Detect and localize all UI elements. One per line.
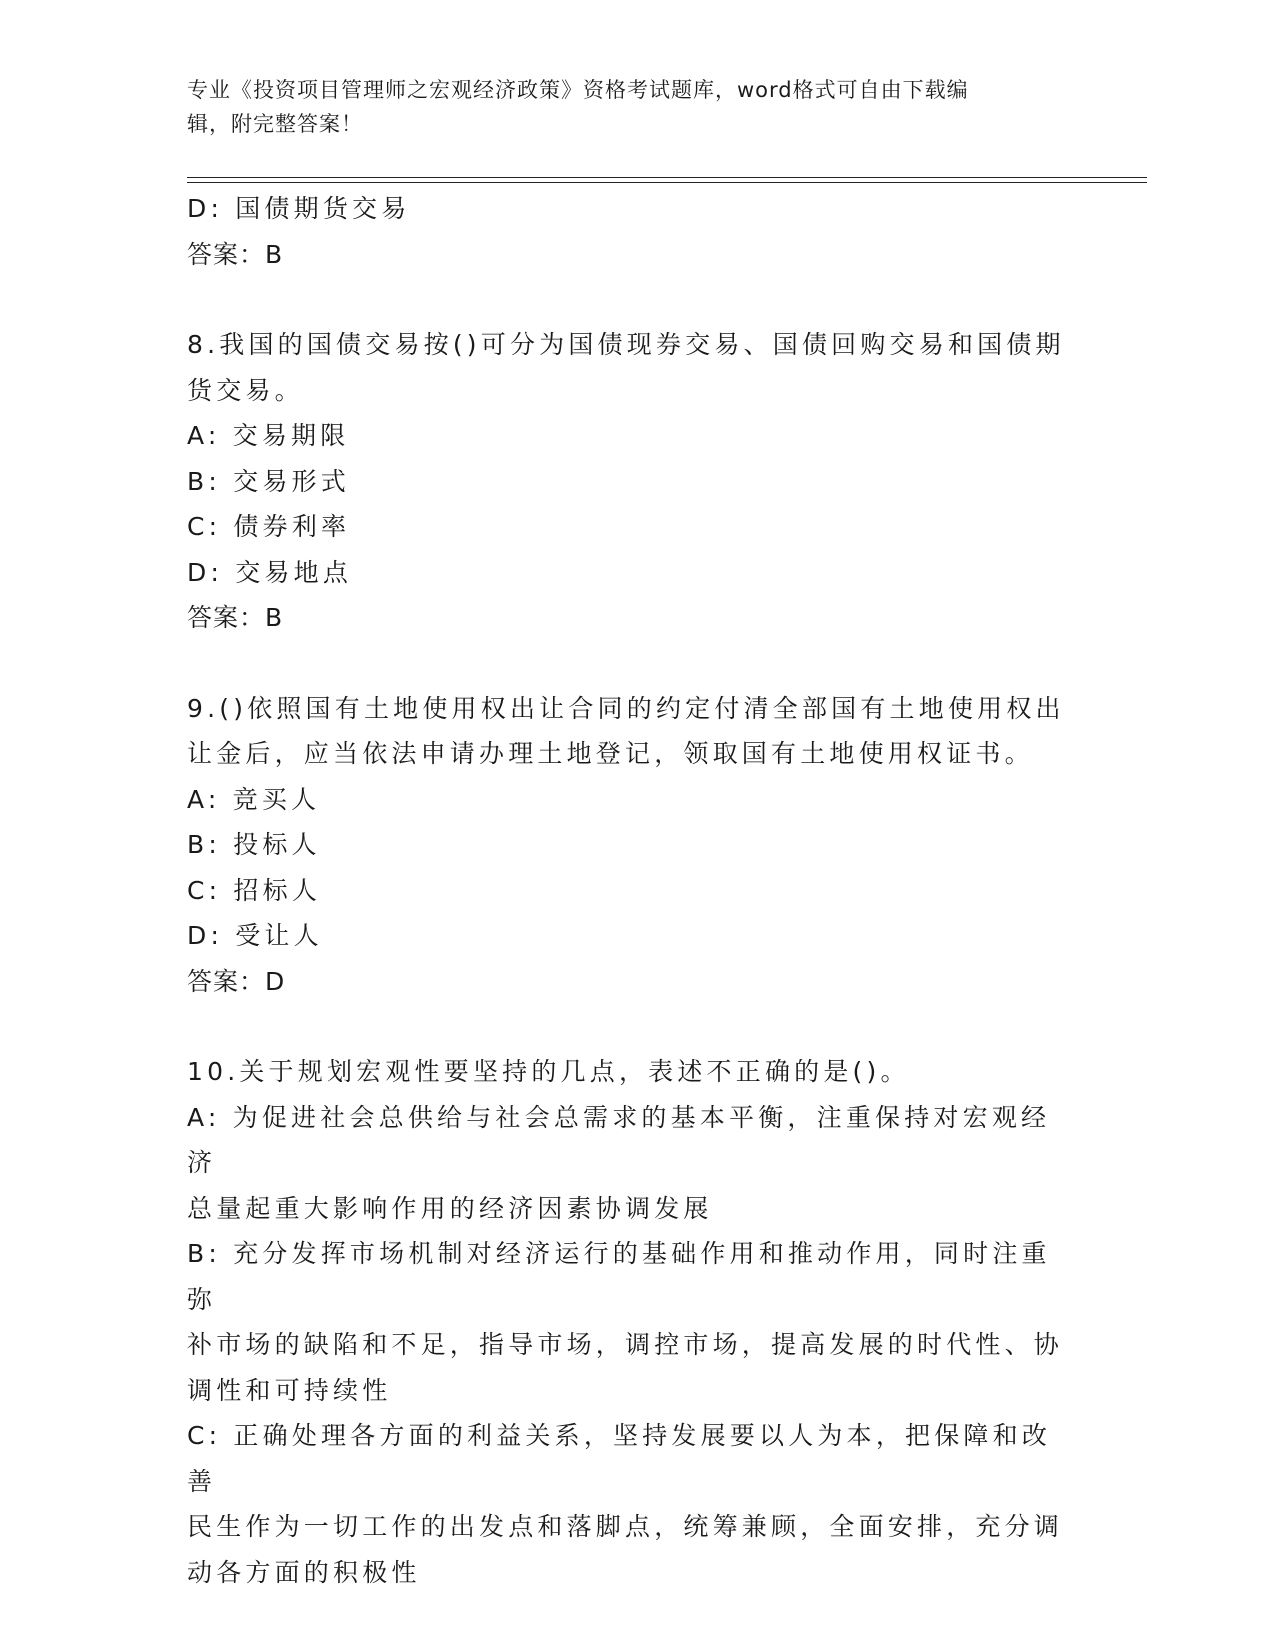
- question-block-8: [187, 322, 1067, 641]
- option-b: B: 交易形式: [187, 466, 350, 496]
- question-block-prev: [187, 186, 1067, 277]
- header-title-line: 专业《投资项目管理师之宏观经济政策》资格考试题库，word格式可自由下载编: [187, 78, 969, 102]
- option-b: 补市场的缺陷和不足，指导市场，调控市场，提高发展的时代性、协: [187, 1330, 1064, 1359]
- spacer: [187, 1004, 1067, 1049]
- question-stem: 9.()依照国有土地使用权出让合同的约定付清全部国有土地使用权出: [187, 693, 1065, 723]
- document-body: [187, 186, 1067, 1595]
- option-a: 总量起重大影响作用的经济因素协调发展: [187, 1193, 713, 1223]
- header-title-line: 辑，附完整答案！: [187, 112, 363, 136]
- question-block-10: [187, 1049, 1067, 1595]
- option-c: C: 债券利率: [187, 512, 351, 541]
- header-divider: [187, 182, 1147, 183]
- option-c: 动各方面的积极性: [187, 1557, 421, 1587]
- option-a: A: 交易期限: [187, 421, 350, 450]
- option-c: 民生作为一切工作的出发点和落脚点，统筹兼顾，全面安排，充分调: [187, 1512, 1064, 1541]
- answer-line: 答案：B: [187, 239, 284, 269]
- option-c: C: 正确处理各方面的利益关系，坚持发展要以人为本，把保障和改善: [187, 1421, 1052, 1496]
- option-b: B: 投标人: [187, 830, 321, 859]
- question-stem: 货交易。: [187, 375, 304, 405]
- option-a: A: 为促进社会总供给与社会总需求的基本平衡，注重保持对宏观经济: [187, 1102, 1051, 1177]
- question-block-9: [187, 686, 1067, 1005]
- answer-line: 答案：B: [187, 603, 284, 632]
- spacer: [187, 277, 1067, 322]
- option-d: D: 受让人: [187, 921, 323, 950]
- option-d: D: 交易地点: [187, 557, 353, 587]
- question-stem: 让金后，应当依法申请办理土地登记，领取国有土地使用权证书。: [187, 739, 1034, 768]
- document-header: [187, 73, 1067, 141]
- spacer: [187, 641, 1067, 686]
- option-a: A: 竞买人: [187, 784, 321, 814]
- option-d: D: 国债期货交易: [187, 194, 411, 223]
- option-b: B: 充分发挥市场机制对经济运行的基础作用和推动作用，同时注重弥: [187, 1239, 1051, 1314]
- option-c: C: 招标人: [187, 875, 322, 905]
- header-divider: [187, 177, 1147, 178]
- question-stem: 8.我国的国债交易按()可分为国债现券交易、国债回购交易和国债期: [187, 330, 1065, 359]
- option-b: 调性和可持续性: [187, 1375, 392, 1405]
- answer-line: 答案：D: [187, 966, 286, 996]
- question-stem: 10.关于规划宏观性要坚持的几点，表述不正确的是()。: [187, 1057, 910, 1086]
